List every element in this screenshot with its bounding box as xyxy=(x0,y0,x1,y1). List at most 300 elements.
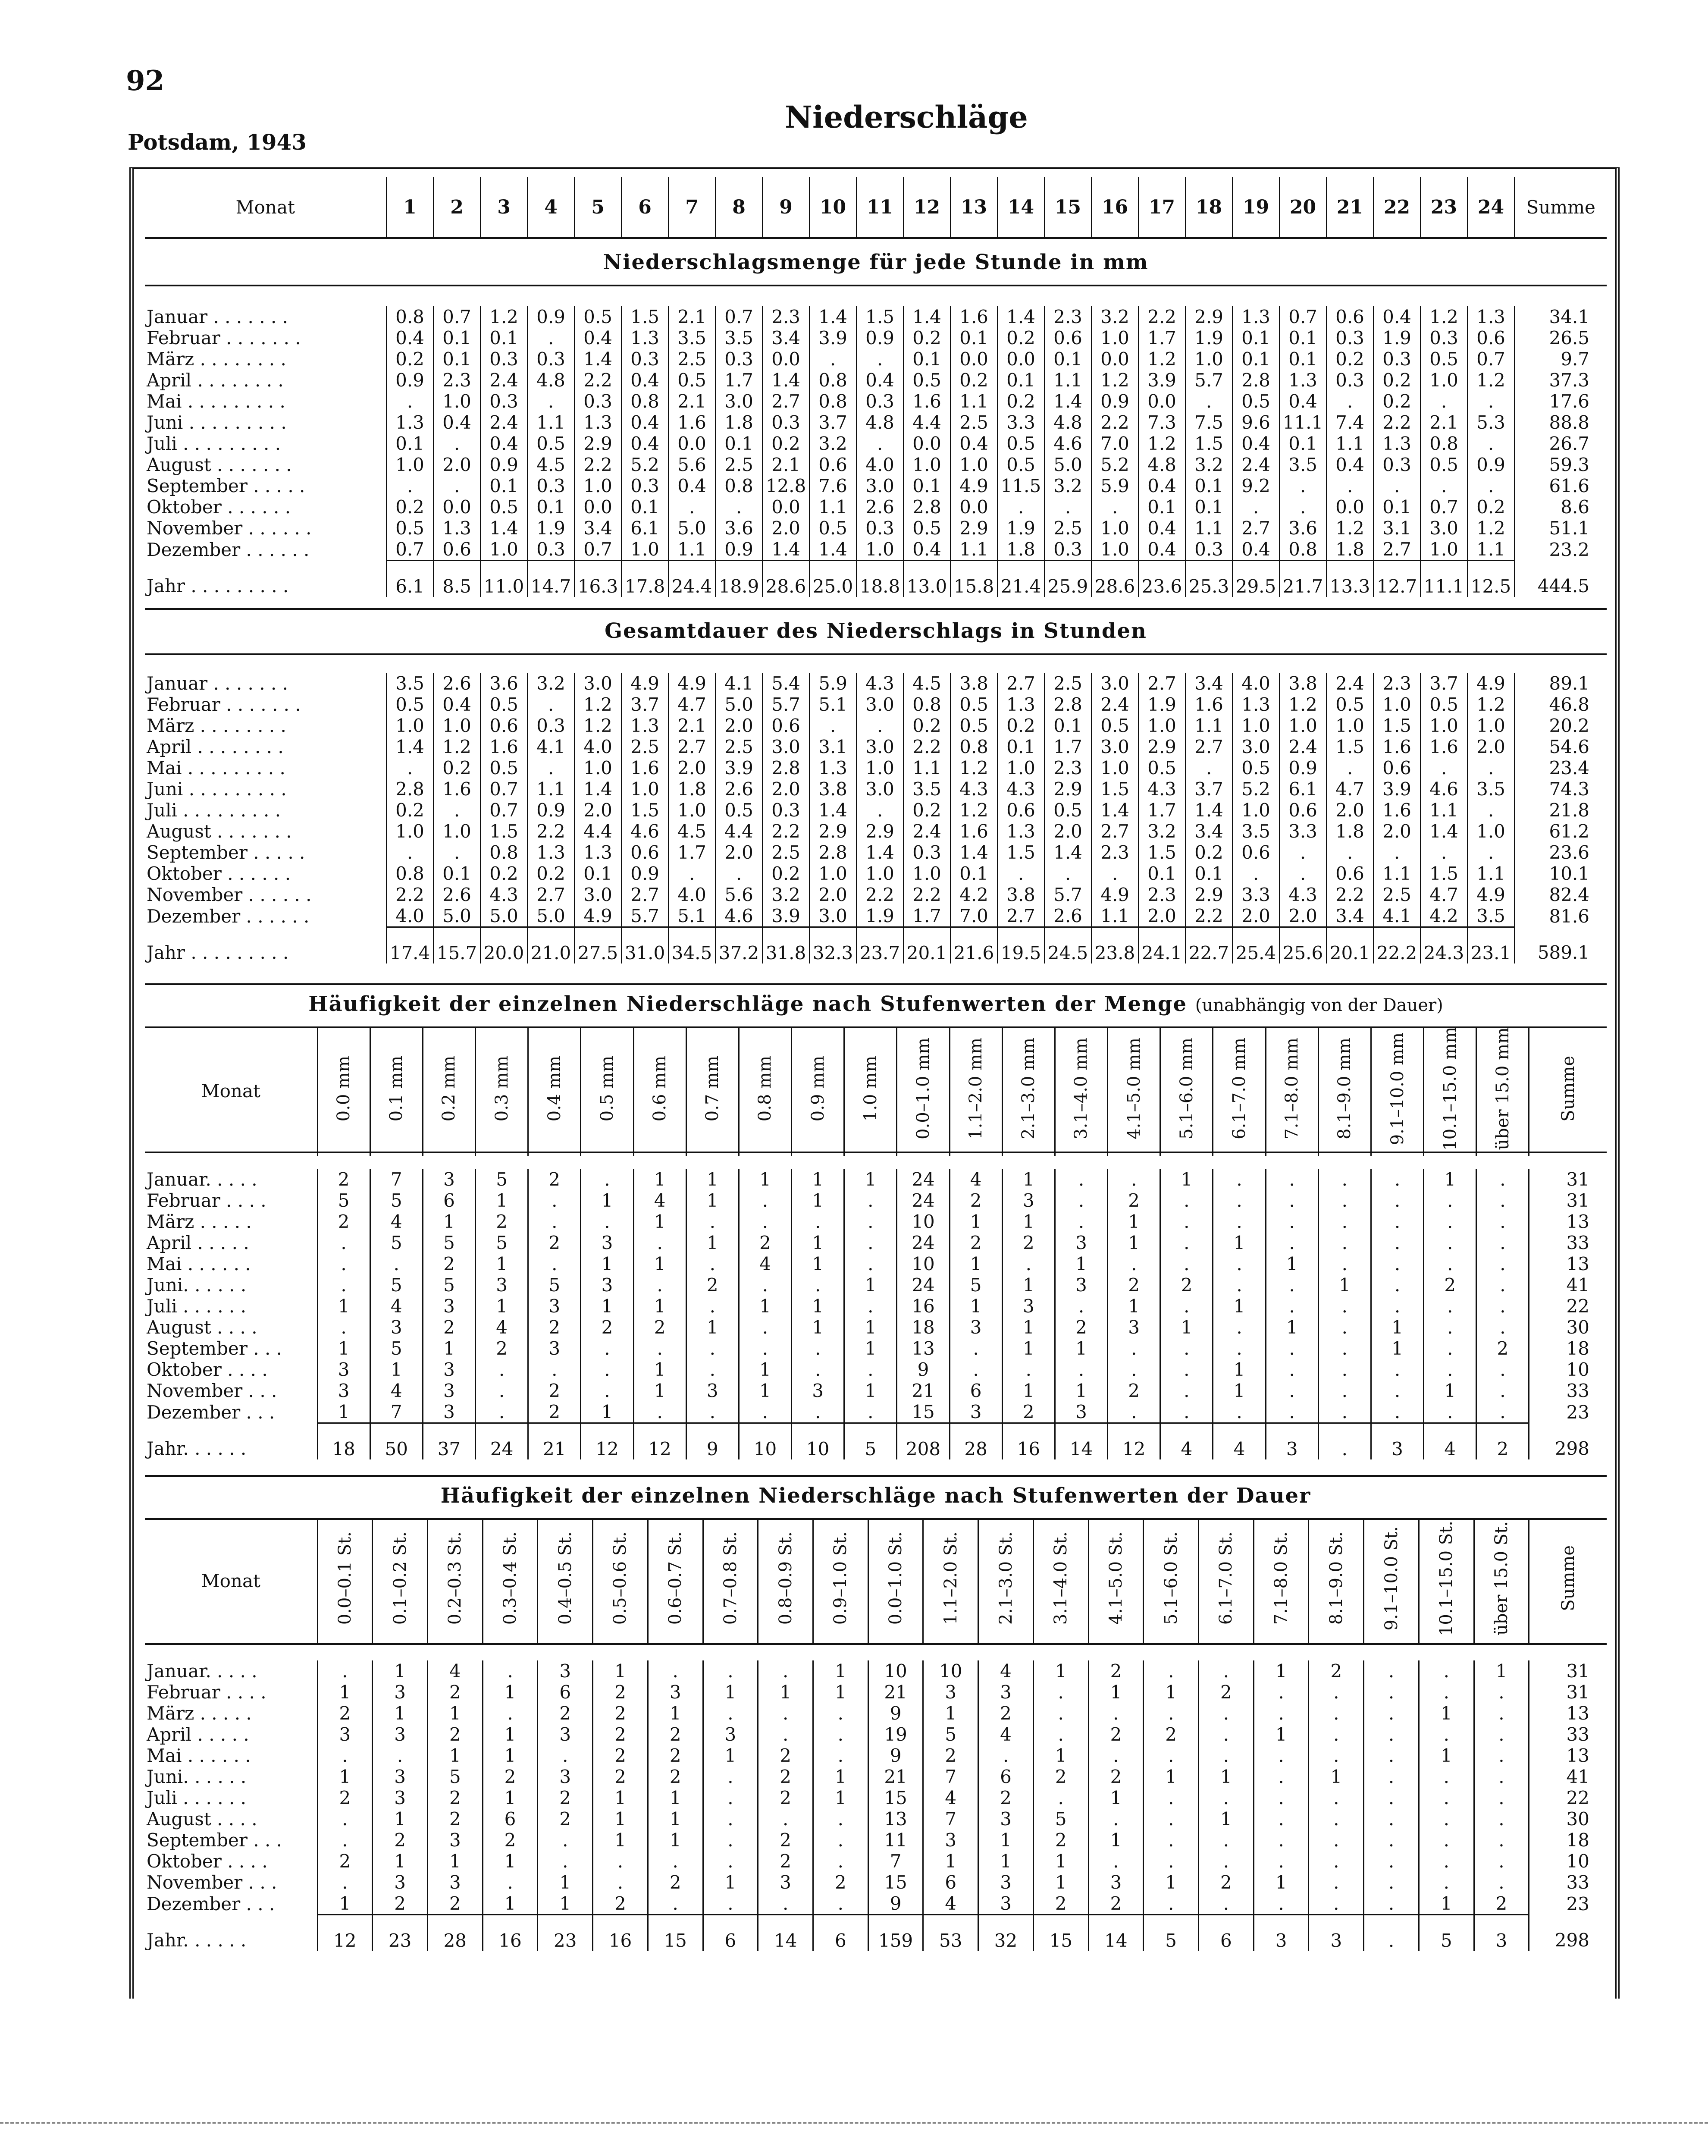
cell-value: 1 xyxy=(1002,1317,1055,1338)
cell-value: . xyxy=(1467,757,1514,778)
cell-value: 2.0 xyxy=(715,715,762,736)
cell-value: 2.1 xyxy=(668,391,715,412)
row-sum: 82.4 xyxy=(1514,884,1607,905)
header-hour: 20 xyxy=(1279,177,1326,237)
section-title-freq-amount xyxy=(145,992,1607,1016)
cell-value: 1 xyxy=(1033,1851,1088,1872)
cell-value: 0.5 xyxy=(997,454,1044,475)
cell-value: 2.7 xyxy=(1373,539,1420,561)
cell-value: 2.7 xyxy=(762,391,809,412)
cell-value: 4.6 xyxy=(621,821,668,842)
cell-value: 0.7 xyxy=(574,539,621,561)
cell-value: 2.1 xyxy=(762,454,809,475)
cell-value: 2 xyxy=(593,1893,648,1915)
cell-value: . xyxy=(739,1190,791,1211)
row-sum: 61.6 xyxy=(1514,475,1607,496)
cell-value: 1.6 xyxy=(903,391,950,412)
cell-value: . xyxy=(1474,1766,1529,1787)
cell-value: . xyxy=(1371,1169,1423,1190)
cell-value: . xyxy=(703,1703,758,1724)
cell-value: . xyxy=(593,1872,648,1893)
cell-value: . xyxy=(1160,1190,1213,1211)
cell-value: 1 xyxy=(1254,1872,1309,1893)
cell-value: . xyxy=(527,694,574,715)
cell-value: 18.8 xyxy=(856,561,903,597)
cell-value: 1 xyxy=(317,1296,370,1317)
freq-amount-subtitle: (unabhängig von der Dauer) xyxy=(1195,995,1443,1015)
cell-value: 2.9 xyxy=(574,433,621,454)
cell-value: 2 xyxy=(581,1317,633,1338)
row-label: Dezember . . . . . . xyxy=(147,905,310,927)
header-class xyxy=(1055,1026,1107,1156)
cell-value: 1 xyxy=(1199,1808,1254,1830)
cell-value: 4.3 xyxy=(1138,778,1185,800)
cell-value: . xyxy=(1213,1317,1266,1338)
cell-value: 1.6 xyxy=(1185,694,1232,715)
cell-value: . xyxy=(1144,1808,1199,1830)
cell-value: 22.2 xyxy=(1373,927,1420,964)
cell-value: 1 xyxy=(1254,1660,1309,1682)
cell-value: . xyxy=(317,1808,373,1830)
row-label: September . . . . . xyxy=(147,842,305,863)
cell-value: 1 xyxy=(483,1682,538,1703)
cell-value: 2.0 xyxy=(433,454,480,475)
cell-value: 1 xyxy=(1108,1211,1160,1232)
cell-value: 0.5 xyxy=(1232,391,1279,412)
header-class-label: 1.0 mm xyxy=(860,1056,881,1122)
cell-value: 0.1 xyxy=(997,736,1044,757)
cell-value: 16 xyxy=(593,1915,648,1952)
header-class-label: 2.1–3.0 St. xyxy=(996,1531,1016,1625)
cell-value: 28 xyxy=(427,1915,483,1952)
cell-value: . xyxy=(1474,1808,1529,1830)
header-class xyxy=(528,1026,581,1156)
cell-value: . xyxy=(813,1745,868,1766)
cell-value: 1.3 xyxy=(1279,370,1326,391)
cell-value: 4 xyxy=(978,1724,1034,1745)
cell-value: . xyxy=(1326,757,1373,778)
cell-value: 4 xyxy=(739,1253,791,1274)
cell-value: 0.1 xyxy=(997,370,1044,391)
cell-value: 0.0 xyxy=(950,348,997,370)
row-sum: 298 xyxy=(1529,1915,1607,1952)
cell-value: 1.6 xyxy=(1373,800,1420,821)
cell-value: . xyxy=(703,1660,758,1682)
cell-value: 2 xyxy=(476,1211,528,1232)
header-class-label: 7.1–8.0 St. xyxy=(1271,1531,1291,1625)
cell-value: . xyxy=(317,1660,373,1682)
cell-value: 2 xyxy=(317,1851,373,1872)
cell-value: 3.6 xyxy=(715,518,762,539)
cell-value: . xyxy=(1364,1851,1419,1872)
cell-value: 2 xyxy=(1160,1274,1213,1296)
cell-value: 3 xyxy=(538,1660,593,1682)
cell-value: . xyxy=(1199,1851,1254,1872)
row-sum: 33 xyxy=(1529,1380,1607,1401)
cell-value: 20.0 xyxy=(480,927,527,964)
header-class xyxy=(739,1026,791,1156)
header-hour: 21 xyxy=(1326,177,1373,237)
cell-value: 0.5 xyxy=(997,433,1044,454)
cell-value: . xyxy=(633,1338,686,1359)
cell-value: 9 xyxy=(868,1703,923,1724)
cell-value: . xyxy=(844,1211,897,1232)
cell-value: 3 xyxy=(1055,1232,1107,1253)
cell-value: 2.5 xyxy=(1373,884,1420,905)
cell-value: 3.0 xyxy=(856,778,903,800)
cell-value: 7 xyxy=(370,1169,423,1190)
cell-value: 7 xyxy=(923,1808,978,1830)
cell-value: . xyxy=(1309,1830,1364,1851)
cell-value: 0.0 xyxy=(903,433,950,454)
cell-value: 1.7 xyxy=(1138,800,1185,821)
cell-value: 1.0 xyxy=(433,821,480,842)
cell-value: 1.0 xyxy=(574,757,621,778)
cell-value: . xyxy=(703,1787,758,1808)
cell-value: 3 xyxy=(423,1169,475,1190)
cell-value: . xyxy=(1318,1232,1371,1253)
header-class xyxy=(1002,1026,1055,1156)
header-class xyxy=(317,1518,373,1643)
cell-value: . xyxy=(433,433,480,454)
cell-value: . xyxy=(1279,475,1326,496)
cell-value: 1 xyxy=(538,1872,593,1893)
cell-value: 3 xyxy=(423,1296,475,1317)
cell-value: . xyxy=(1002,1359,1055,1380)
cell-value: . xyxy=(1309,1851,1364,1872)
cell-value: 0.4 xyxy=(433,412,480,433)
cell-value: . xyxy=(686,1253,739,1274)
cell-value: . xyxy=(1232,863,1279,884)
cell-value: . xyxy=(1044,863,1091,884)
cell-value: 4 xyxy=(370,1380,423,1401)
cell-value: 2.7 xyxy=(668,736,715,757)
cell-value: 1.5 xyxy=(1420,863,1467,884)
row-label: Oktober . . . . xyxy=(147,1851,268,1872)
cell-value: 1 xyxy=(844,1274,897,1296)
cell-value: 11.1 xyxy=(1420,561,1467,597)
header-class xyxy=(1266,1026,1318,1156)
cell-value: 2.1 xyxy=(1420,412,1467,433)
cell-value: 0.2 xyxy=(480,863,527,884)
cell-value: 0.1 xyxy=(1279,327,1326,348)
cell-value: 1 xyxy=(1213,1380,1266,1401)
cell-value: 1 xyxy=(648,1830,703,1851)
cell-value: 0.6 xyxy=(1279,800,1326,821)
cell-value: 5 xyxy=(1033,1808,1088,1830)
cell-value: . xyxy=(1318,1211,1371,1232)
cell-value: 1.8 xyxy=(1326,821,1373,842)
cell-value: . xyxy=(1474,1703,1529,1724)
cell-value: . xyxy=(1467,800,1514,821)
cell-value: 12.8 xyxy=(762,475,809,496)
cell-value: 1.2 xyxy=(1279,694,1326,715)
cell-value: . xyxy=(1254,1787,1309,1808)
cell-value: . xyxy=(1364,1787,1419,1808)
row-label: Dezember . . . xyxy=(147,1401,275,1423)
cell-value: 3 xyxy=(1002,1296,1055,1317)
cell-value: . xyxy=(1199,1660,1254,1682)
header-class-label: über 15.0 mm xyxy=(1492,1027,1513,1150)
cell-value: 1 xyxy=(844,1169,897,1190)
cell-value: 1.0 xyxy=(1138,715,1185,736)
row-label: April . . . . . xyxy=(147,1724,249,1745)
cell-value: 4.3 xyxy=(480,884,527,905)
cell-value: 2.3 xyxy=(1373,673,1420,694)
cell-value: 0.1 xyxy=(621,496,668,518)
cell-value: . xyxy=(1474,1724,1529,1745)
table-row xyxy=(145,1893,1607,1915)
cell-value: 0.2 xyxy=(1326,348,1373,370)
cell-value: 1.0 xyxy=(1232,715,1279,736)
cell-value: 2.8 xyxy=(762,757,809,778)
cell-value: 1.3 xyxy=(1232,306,1279,327)
cell-value: . xyxy=(1419,1851,1474,1872)
cell-value: 3 xyxy=(538,1724,593,1745)
row-sum: 23 xyxy=(1529,1401,1607,1423)
cell-value: . xyxy=(1254,1893,1309,1915)
cell-value: 1.7 xyxy=(1044,736,1091,757)
table-row xyxy=(145,1338,1607,1359)
header-class xyxy=(593,1518,648,1643)
cell-value: 1.6 xyxy=(1373,736,1420,757)
row-sum: 10 xyxy=(1529,1359,1607,1380)
cell-value: 3 xyxy=(978,1872,1034,1893)
cell-value: 0.0 xyxy=(433,496,480,518)
row-label: Mai . . . . . . xyxy=(147,1253,251,1274)
cell-value: 1 xyxy=(1108,1232,1160,1253)
cell-value: 5.0 xyxy=(433,905,480,927)
cell-value: 15 xyxy=(648,1915,703,1952)
cell-value: 1.7 xyxy=(668,842,715,863)
cell-value: 1.0 xyxy=(668,800,715,821)
cell-value: 2 xyxy=(476,1338,528,1359)
cell-value: . xyxy=(1424,1232,1476,1253)
cell-value: 1.5 xyxy=(1091,778,1138,800)
cell-value: 0.0 xyxy=(950,496,997,518)
cell-value: 1 xyxy=(593,1808,648,1830)
header-class-label: 10.1–15.0 mm xyxy=(1440,1027,1460,1151)
cell-value: 0.5 xyxy=(950,715,997,736)
cell-value: . xyxy=(1088,1745,1144,1766)
cell-value: 1.0 xyxy=(621,539,668,561)
cell-value: 1.8 xyxy=(1326,539,1373,561)
cell-value: 4.9 xyxy=(1467,884,1514,905)
cell-value: 3 xyxy=(950,1401,1002,1423)
cell-value: . xyxy=(1160,1401,1213,1423)
section-title-duration: Gesamtdauer des Niederschlags in Stunden xyxy=(605,619,1147,643)
cell-value: 3.2 xyxy=(1091,306,1138,327)
cell-value: 1.4 xyxy=(903,306,950,327)
cell-value: . xyxy=(1033,1787,1088,1808)
cell-value: 0.4 xyxy=(621,433,668,454)
cell-value: . xyxy=(1160,1380,1213,1401)
cell-value: . xyxy=(1254,1830,1309,1851)
cell-value: . xyxy=(1474,1851,1529,1872)
cell-value: 3 xyxy=(978,1682,1034,1703)
cell-value: 2.6 xyxy=(433,884,480,905)
cell-value: 11 xyxy=(868,1830,923,1851)
cell-value: 2.8 xyxy=(903,496,950,518)
row-sum: 74.3 xyxy=(1514,778,1607,800)
cell-value: 5.2 xyxy=(621,454,668,475)
cell-value: 1.0 xyxy=(950,454,997,475)
cell-value: 1.1 xyxy=(1185,518,1232,539)
cell-value: . xyxy=(997,863,1044,884)
cell-value: . xyxy=(1419,1872,1474,1893)
cell-value: 0.2 xyxy=(903,715,950,736)
cell-value: 1 xyxy=(686,1317,739,1338)
cell-value: 3.0 xyxy=(809,905,856,927)
cell-value: . xyxy=(538,1745,593,1766)
cell-value: 2.8 xyxy=(386,778,433,800)
cell-value: 24 xyxy=(897,1232,950,1253)
cell-value: 0.0 xyxy=(997,348,1044,370)
cell-value: 2.0 xyxy=(1279,905,1326,927)
cell-value: 1.4 xyxy=(762,370,809,391)
cell-value: 1.4 xyxy=(480,518,527,539)
cell-value: . xyxy=(317,1745,373,1766)
cell-value: 0.3 xyxy=(527,475,574,496)
cell-value: 3 xyxy=(1254,1915,1309,1952)
cell-value: 1 xyxy=(581,1190,633,1211)
cell-value: . xyxy=(1364,1703,1419,1724)
cell-value: 3.2 xyxy=(762,884,809,905)
cell-value: 1 xyxy=(373,1808,428,1830)
cell-value: 50 xyxy=(370,1423,423,1460)
table-row xyxy=(145,863,1607,884)
cell-value: 1 xyxy=(1088,1830,1144,1851)
cell-value: 1 xyxy=(581,1253,633,1274)
cell-value: 0.5 xyxy=(809,518,856,539)
header-class xyxy=(868,1518,923,1643)
cell-value: . xyxy=(433,475,480,496)
cell-value: 1.0 xyxy=(1279,715,1326,736)
header-class-label: 3.1–4.0 St. xyxy=(1051,1531,1071,1625)
header-class-label: 0.0–1.0 mm xyxy=(913,1038,933,1140)
cell-value: 2.2 xyxy=(903,884,950,905)
cell-value: 0.1 xyxy=(1185,863,1232,884)
header-summe xyxy=(1529,1518,1607,1643)
cell-value: 23 xyxy=(373,1915,428,1952)
cell-value: . xyxy=(1160,1359,1213,1380)
table-row xyxy=(145,1317,1607,1338)
table-row xyxy=(145,391,1607,412)
cell-value: 1.0 xyxy=(386,454,433,475)
header-hour: 9 xyxy=(762,177,809,237)
cell-value: 0.1 xyxy=(1279,433,1326,454)
cell-value: 2.3 xyxy=(762,306,809,327)
cell-value: . xyxy=(1420,391,1467,412)
cell-value: 1 xyxy=(1002,1169,1055,1190)
cell-value: 2 xyxy=(1088,1893,1144,1915)
cell-value: . xyxy=(1266,1401,1318,1423)
cell-value: 2.6 xyxy=(433,673,480,694)
cell-value: 1.1 xyxy=(1467,863,1514,884)
cell-value: . xyxy=(317,1232,370,1253)
cell-value: 0.9 xyxy=(715,539,762,561)
cell-value: 3.9 xyxy=(1138,370,1185,391)
cell-value: 13.0 xyxy=(903,561,950,597)
cell-value: . xyxy=(1266,1296,1318,1317)
table-row xyxy=(145,1808,1607,1830)
cell-value: 4.0 xyxy=(574,736,621,757)
cell-value: 1 xyxy=(423,1211,475,1232)
cell-value: . xyxy=(1467,433,1514,454)
cell-value: 0.2 xyxy=(997,327,1044,348)
cell-value: . xyxy=(1419,1660,1474,1682)
cell-value: 4.1 xyxy=(715,673,762,694)
cell-value: 2 xyxy=(758,1830,813,1851)
cell-value: . xyxy=(1199,1745,1254,1766)
cell-value: 0.6 xyxy=(621,842,668,863)
cell-value: 1.5 xyxy=(856,306,903,327)
cell-value: 28.6 xyxy=(762,561,809,597)
cell-value: 1 xyxy=(317,1682,373,1703)
cell-value: . xyxy=(1199,1893,1254,1915)
row-label: Januar . . . . . . . xyxy=(147,306,288,327)
cell-value: 1.1 xyxy=(950,391,997,412)
cell-value: 2 xyxy=(528,1317,581,1338)
cell-value: 9 xyxy=(868,1893,923,1915)
cell-value: 2.0 xyxy=(574,800,621,821)
cell-value: 2 xyxy=(978,1787,1034,1808)
header-class-label: 8.1–9.0 St. xyxy=(1326,1531,1346,1625)
cell-value: 0.1 xyxy=(1138,496,1185,518)
row-sum: 8.6 xyxy=(1514,496,1607,518)
row-label: Januar. . . . . xyxy=(147,1660,257,1682)
row-label: Oktober . . . . . . xyxy=(147,863,291,884)
cell-value: . xyxy=(386,475,433,496)
cell-value: . xyxy=(758,1703,813,1724)
cell-value: 10 xyxy=(792,1423,844,1460)
cell-value: . xyxy=(593,1851,648,1872)
row-label: Februar . . . . . . . xyxy=(147,327,301,348)
cell-value: 18.9 xyxy=(715,561,762,597)
header-class-label: 5.1–6.0 mm xyxy=(1176,1038,1197,1140)
rule xyxy=(145,1475,1607,1477)
cell-value: 2.4 xyxy=(903,821,950,842)
table-row xyxy=(145,1766,1607,1787)
cell-value: 1.9 xyxy=(1138,694,1185,715)
cell-value: 0.7 xyxy=(1467,348,1514,370)
cell-value: 2 xyxy=(648,1872,703,1893)
cell-value: 24.4 xyxy=(668,561,715,597)
row-label: Februar . . . . xyxy=(147,1190,266,1211)
cell-value: 6 xyxy=(423,1190,475,1211)
cell-value: 0.3 xyxy=(1373,348,1420,370)
cell-value: . xyxy=(1419,1808,1474,1830)
cell-value: 1.1 xyxy=(1326,433,1373,454)
cell-value: 4.6 xyxy=(1420,778,1467,800)
cell-value: 0.8 xyxy=(1420,433,1467,454)
cell-value: 0.6 xyxy=(480,715,527,736)
cell-value: 7 xyxy=(370,1401,423,1423)
row-label: August . . . . xyxy=(147,1808,257,1830)
cell-value: 0.0 xyxy=(762,496,809,518)
cell-value: 1 xyxy=(792,1169,844,1190)
cell-value: 3.2 xyxy=(809,433,856,454)
cell-value: 4.0 xyxy=(668,884,715,905)
cell-value: 1 xyxy=(648,1808,703,1830)
cell-value: 2.3 xyxy=(1138,884,1185,905)
cell-value: 3.7 xyxy=(1420,673,1467,694)
cell-value: 3 xyxy=(923,1682,978,1703)
cell-value: 3.0 xyxy=(856,475,903,496)
cell-value: . xyxy=(1185,757,1232,778)
cell-value: 1.5 xyxy=(480,821,527,842)
cell-value: 2.0 xyxy=(1044,821,1091,842)
